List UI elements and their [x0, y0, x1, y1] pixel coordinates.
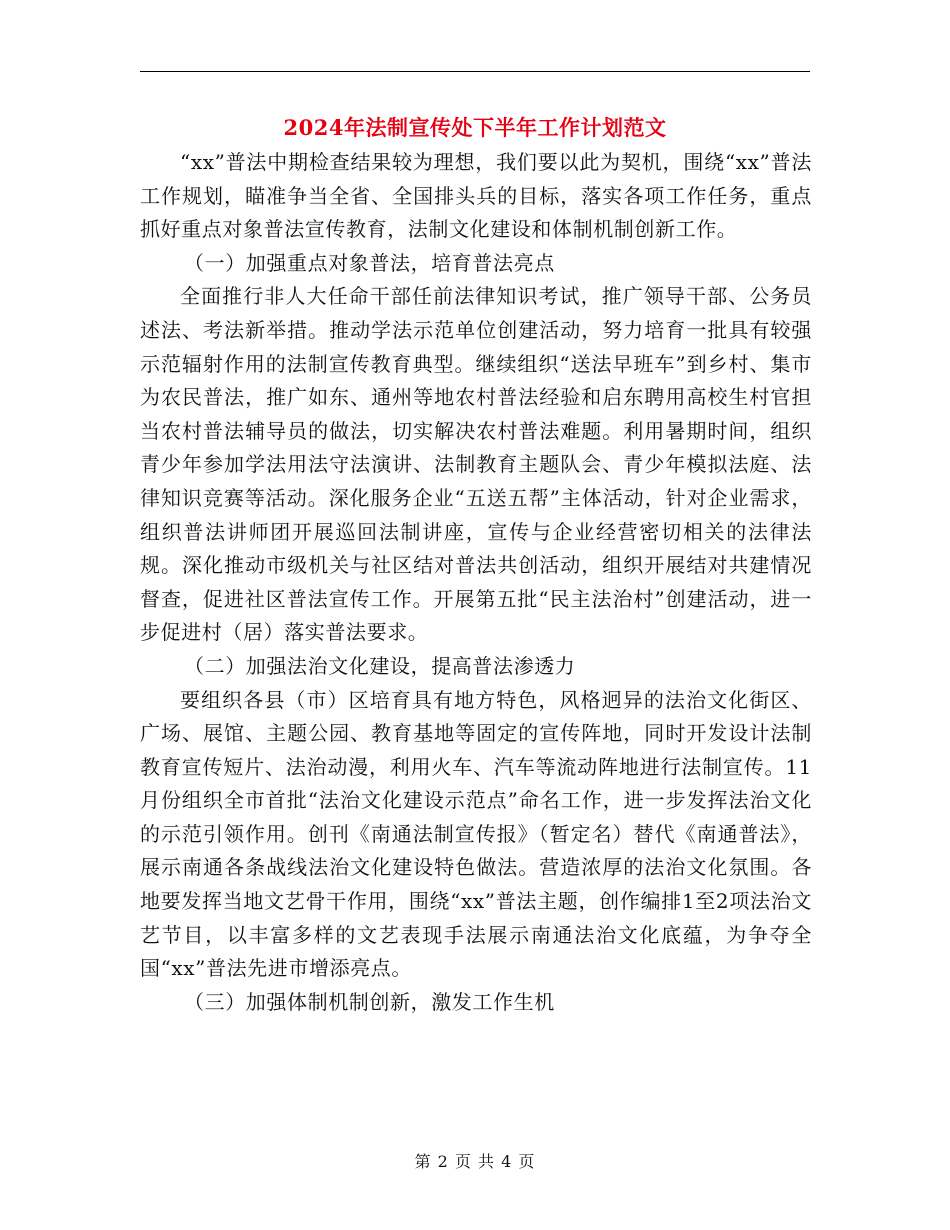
- intro-paragraph: “xx”普法中期检查结果较为理想，我们要以此为契机，围绕“xx”普法工作规划，瞄准争当全省、全国排头兵的目标，落实各项工作任务，重点抓好重点对象普法宣传教育，法制文化建设和体制机制创新工作。: [140, 150, 812, 242]
- document-body: [140, 146, 812, 1019]
- document-title: 2024年法制宣传处下半年工作计划范文: [283, 115, 667, 140]
- section-2-paragraph: 要组织各县（市）区培育具有地方特色，风格迥异的法治文化街区、广场、展馆、主题公园、教育基地等固定的宣传阵地，同时开发设计法制教育宣传短片、法治动漫，利用火车、汽车等流动阵地进行法制宣传。11月份组织全市首批“法治文化建设示范点”命名工作，进一步发挥法治文化的示范引领作用。创刊《南通法制宣传报》（暂定名）替代《南通普法》，展示南通各条战线法治文化建设特色做法。营造浓厚的法治文化氛围。各地要发挥当地文艺骨干作用，围绕“xx”普法主题，创作编排1至2项法治文艺节目，以丰富多样的文艺表现手法展示南通法治文化底蕴，为争夺全国“xx”普法先进市增添亮点。: [140, 687, 812, 981]
- section-heading-3: （三）加强体制机制创新，激发工作生机: [184, 989, 555, 1014]
- section-heading-1: （一）加强重点对象普法，培育普法亮点: [184, 250, 555, 275]
- header-divider: [140, 71, 810, 72]
- section-heading-2: （二）加强法治文化建设，提高普法渗透力: [184, 653, 576, 678]
- page-number-footer: 第 2 页 共 4 页: [414, 1152, 536, 1171]
- section-1-paragraph: 全面推行非人大任命干部任前法律知识考试，推广领导干部、公务员述法、考法新举措。推动学法示范单位创建活动，努力培育一批具有较强示范辐射作用的法制宣传教育典型。继续组织“送法早班车”到乡村、集市为农民普法，推广如东、通州等地农村普法经验和启东聘用高校生村官担当农村普法辅导员的做法，切实解决农村普法难题。利用暑期时间，组织青少年参加学法用法守法演讲、法制教育主题队会、青少年模拟法庭、法律知识竞赛等活动。深化服务企业“五送五帮”主体活动，针对企业需求，组织普法讲师团开展巡回法制讲座，宣传与企业经营密切相关的法律法规。深化推动市级机关与社区结对普法共创活动，组织开展结对共建情况督查，促进社区普法宣传工作。开展第五批“民主法治村”创建活动，进一步促进村（居）落实普法要求。: [140, 284, 812, 645]
